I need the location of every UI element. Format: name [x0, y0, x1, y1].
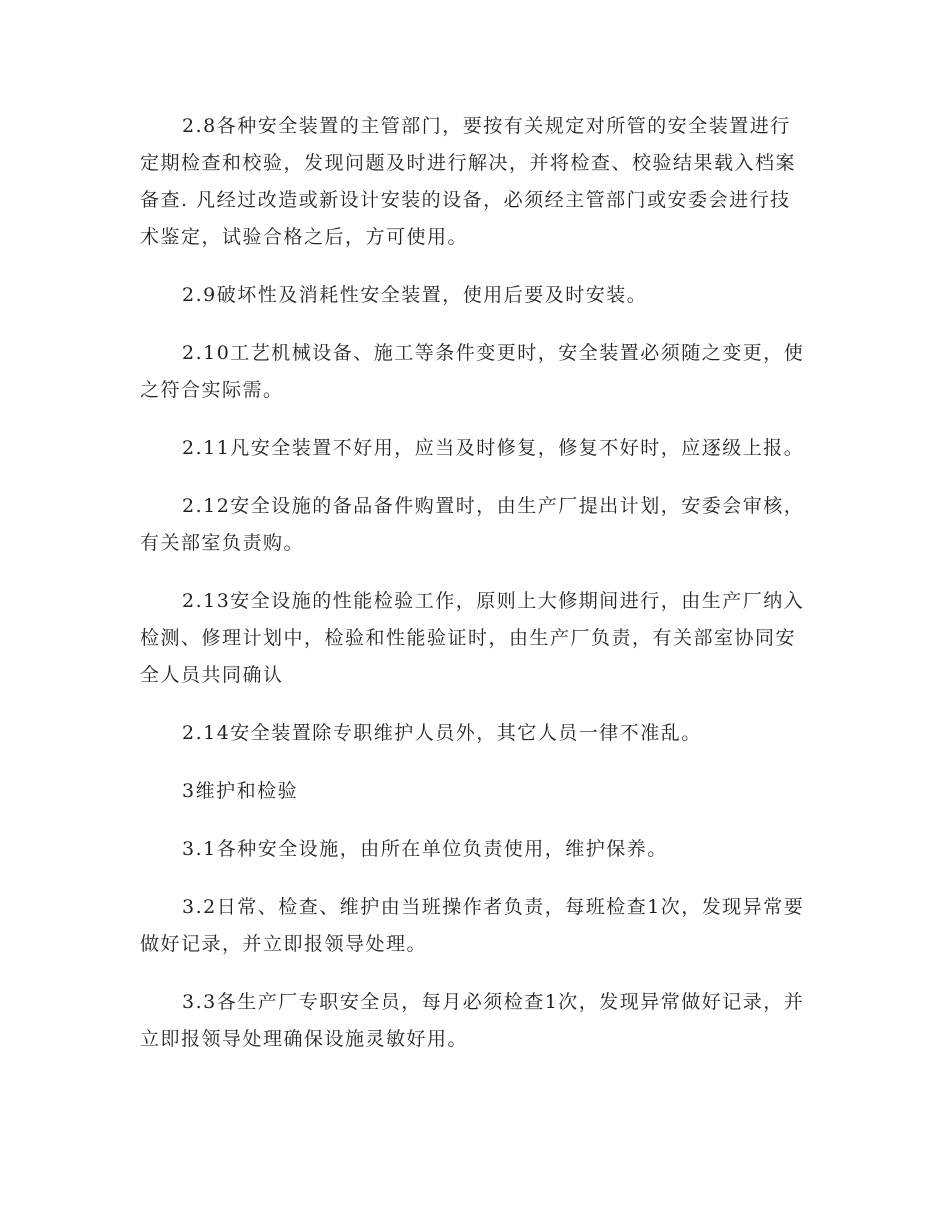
paragraph-2-14: 2.14安全装置除专职维护人员外，其它人员一律不准乱。: [182, 722, 702, 744]
paragraph-3-3: 3.3各生产厂专职安全员，每月必须检查1次，发现异常做好记录，并立即报领导处理确保设施灵敏好用。: [140, 991, 805, 1050]
section-heading-3: 3维护和检验: [182, 780, 299, 802]
document-page: [140, 108, 810, 1079]
paragraph-2-13: 2.13安全设施的性能检验工作，原则上大修期间进行，由生产厂纳入检测、修理计划中，检验和性能验证时，由生产厂负责，有关部室协同安全人员共同确认: [140, 590, 805, 686]
paragraph-2-12: 2.12安全设施的备品备件购置时，由生产厂提出计划，安委会审核，有关部室负责购。: [140, 495, 805, 554]
paragraph-2-11: 2.11凡安全装置不好用，应当及时修复，修复不好时，应逐级上报。: [182, 437, 805, 459]
paragraph-2-9: 2.9破坏性及消耗性安全装置，使用后要及时安装。: [182, 284, 648, 306]
paragraph-3-1: 3.1各种安全设施，由所在单位负责使用，维护保养。: [182, 838, 668, 860]
paragraph-2-10: 2.10工艺机械设备、施工等条件变更时，安全装置必须随之变更，使之符合实际需。: [140, 342, 805, 401]
paragraph-3-2: 3.2日常、检查、维护由当班操作者负责，每班检查1次，发现异常要做好记录，并立即报领导处理。: [140, 896, 805, 955]
paragraph-2-8: 2.8各种安全装置的主管部门，要按有关规定对所管的安全装置进行定期检查和校验，发现问题及时进行解决，并将检查、校验结果载入档案备查. 凡经过改造或新设计安装的设备，必须经主管部门或安委会进行技术鉴定，试验合格之后，方可使用。: [140, 115, 797, 248]
